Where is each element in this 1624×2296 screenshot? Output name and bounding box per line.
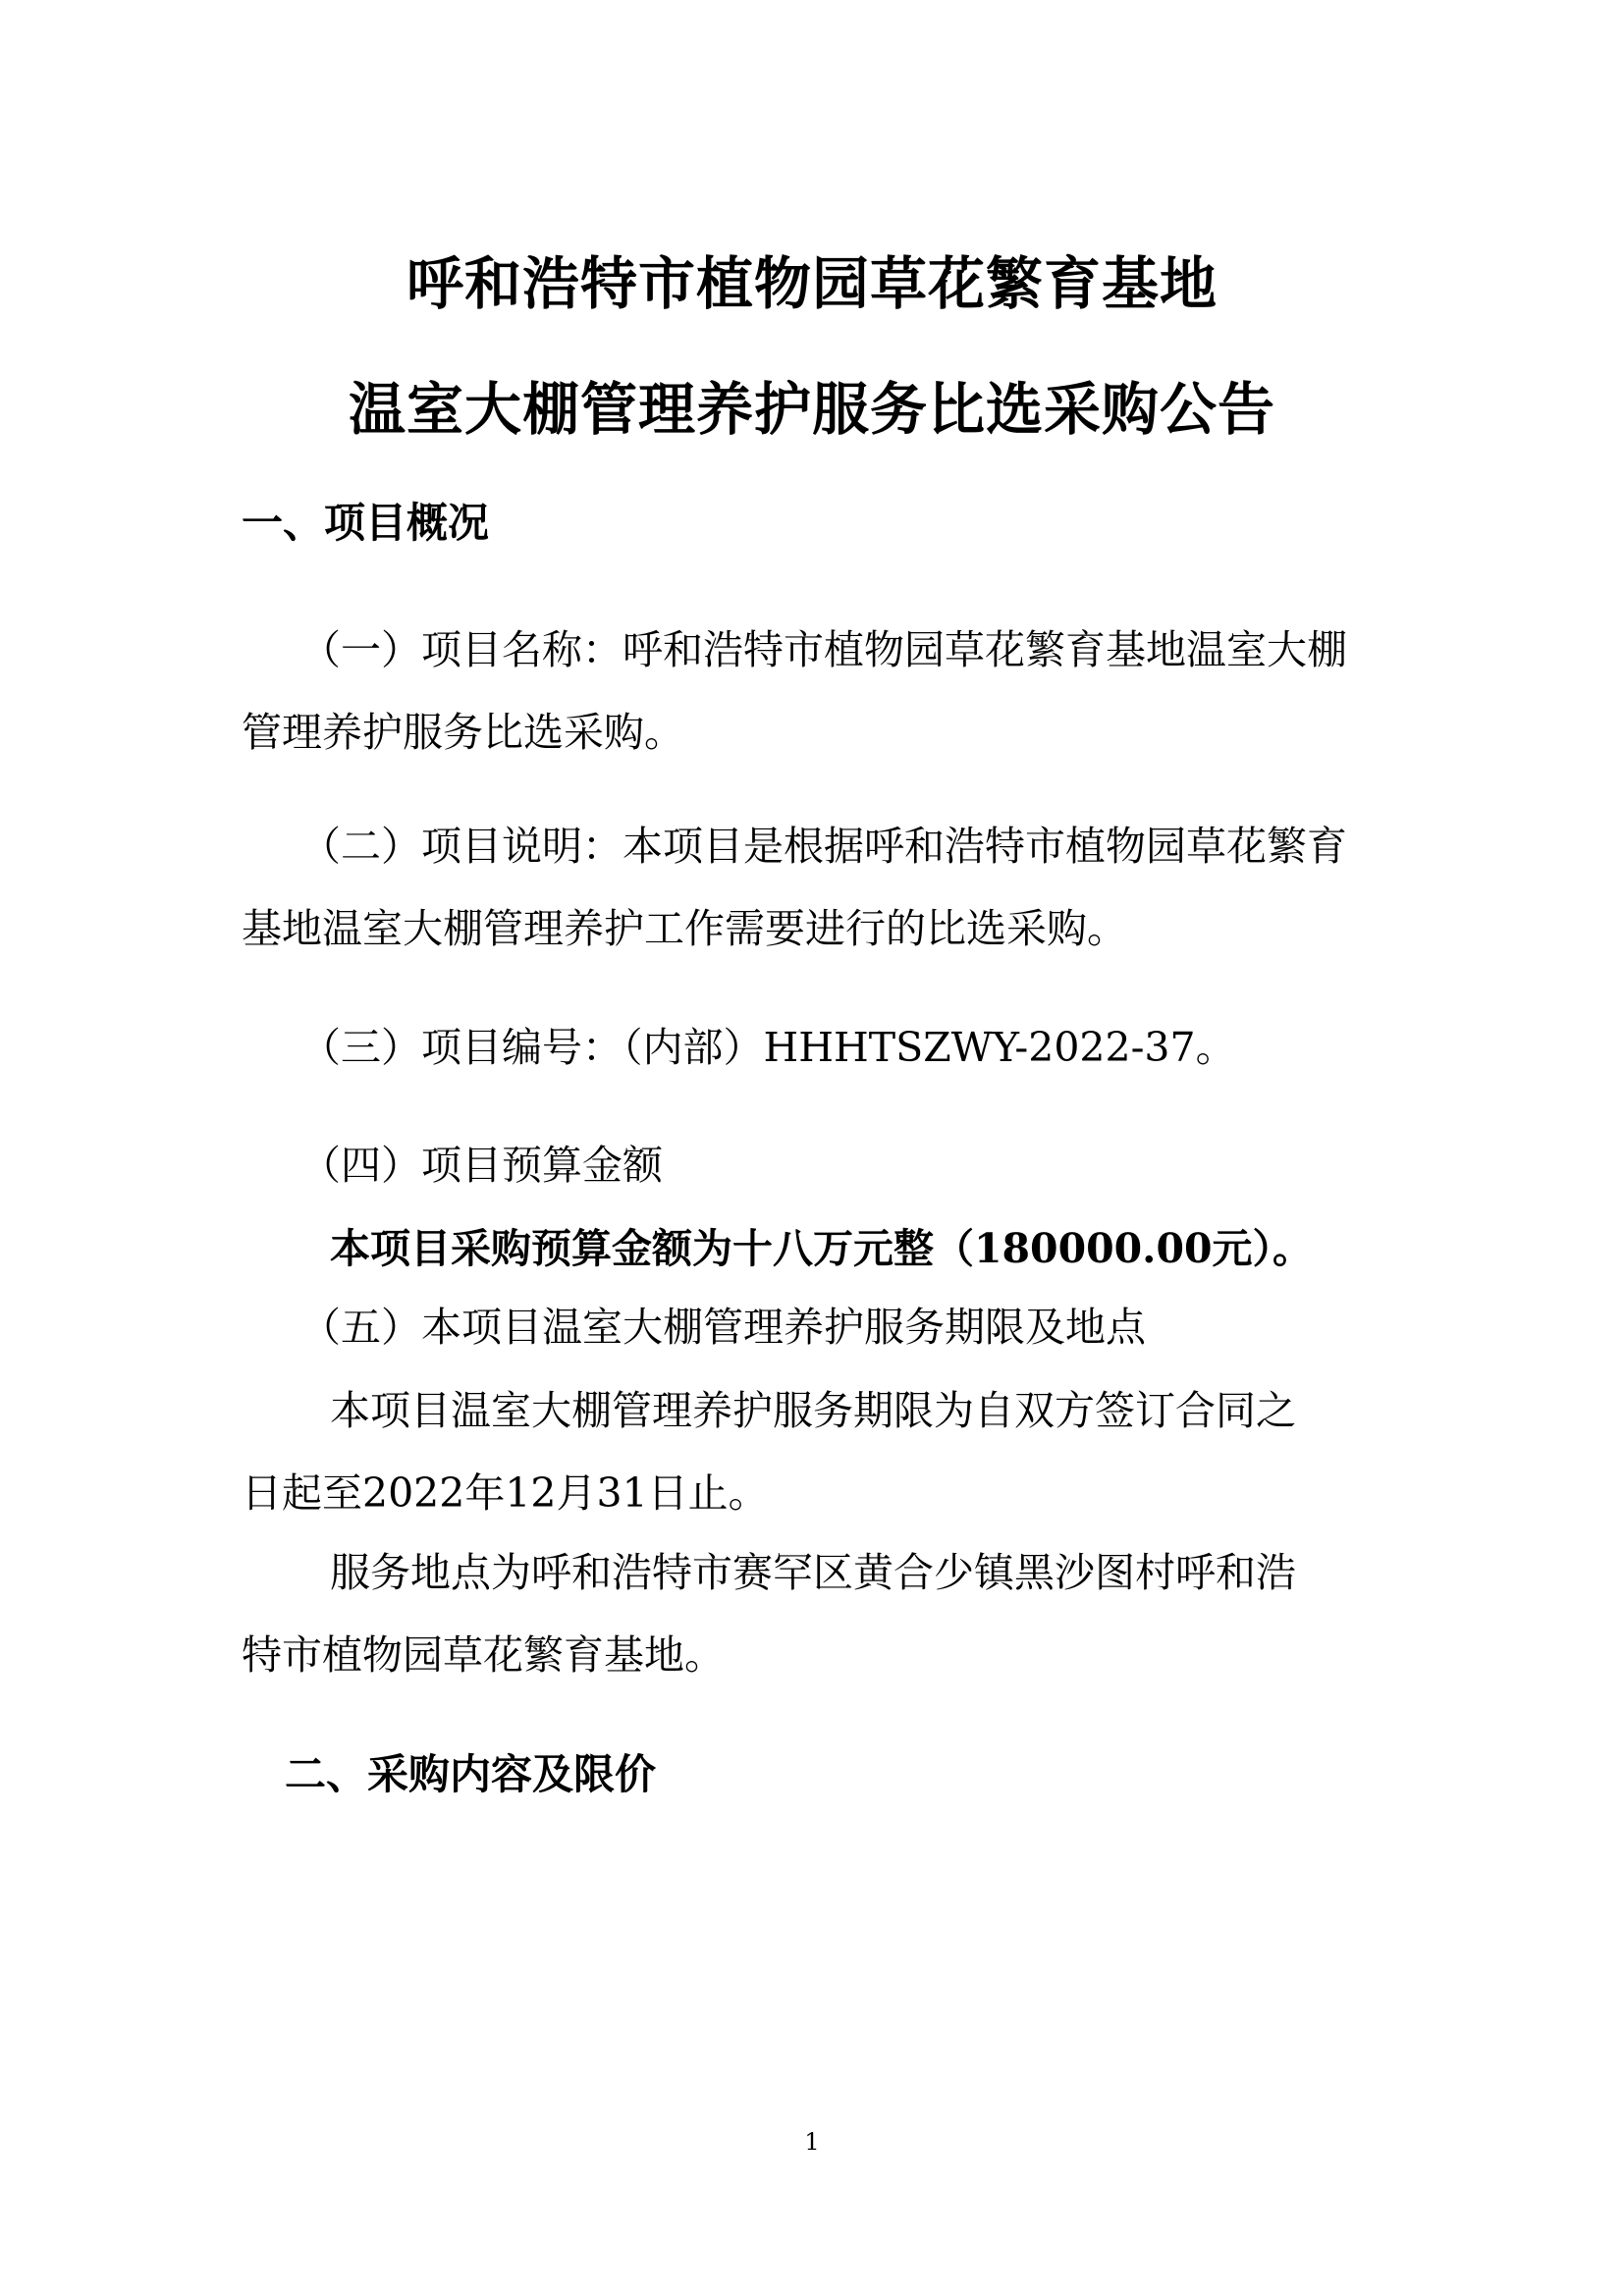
section-heading-project-overview: 一、项目概况 [242, 499, 490, 547]
paragraph-budget-heading [242, 1124, 1410, 1206]
paragraph-project-number [242, 1006, 1410, 1089]
paragraph-service-period [242, 1369, 1410, 1534]
page-number: 1 [804, 2128, 820, 2156]
paragraph-budget-amount [242, 1207, 1410, 1290]
paragraph-line: 日起至2022年12月31日止。 [242, 1469, 769, 1517]
paragraph-service-period-heading [242, 1286, 1410, 1368]
document-title-line-2: 温室大棚管理养护服务比选采购公告 [348, 376, 1275, 443]
paragraph-line: 管理养护服务比选采购。 [242, 709, 684, 756]
paragraph-service-location [242, 1531, 1410, 1696]
paragraph-project-name [242, 609, 1410, 774]
paragraph-line: 本项目温室大棚管理养护服务期限为自双方签订合同之 [330, 1387, 1296, 1434]
paragraph-line: 基地温室大棚管理养护工作需要进行的比选采购。 [242, 905, 1127, 952]
document-title-line-1: 呼和浩特市植物园草花繁育基地 [406, 250, 1218, 317]
paragraph-line: 特市植物园草花繁育基地。 [242, 1631, 725, 1679]
paragraph-line: （五）本项目温室大棚管理养护服务期限及地点 [300, 1304, 1146, 1351]
paragraph-line: （一）项目名称：呼和浩特市植物园草花繁育基地温室大棚 [300, 626, 1347, 673]
paragraph-line: （四）项目预算金额 [300, 1142, 663, 1189]
budget-amount-text: 本项目采购预算金额为十八万元整（180000.00元）。 [330, 1225, 1313, 1272]
paragraph-line: 服务地点为呼和浩特市赛罕区黄合少镇黑沙图村呼和浩 [330, 1549, 1296, 1596]
section-heading-procurement-content: 二、采购内容及限价 [285, 1750, 657, 1798]
paragraph-line: （二）项目说明：本项目是根据呼和浩特市植物园草花繁育 [300, 823, 1347, 870]
paragraph-line: （三）项目编号：（内部）HHHTSZWY-2022-37。 [300, 1024, 1236, 1071]
paragraph-project-description [242, 805, 1410, 970]
